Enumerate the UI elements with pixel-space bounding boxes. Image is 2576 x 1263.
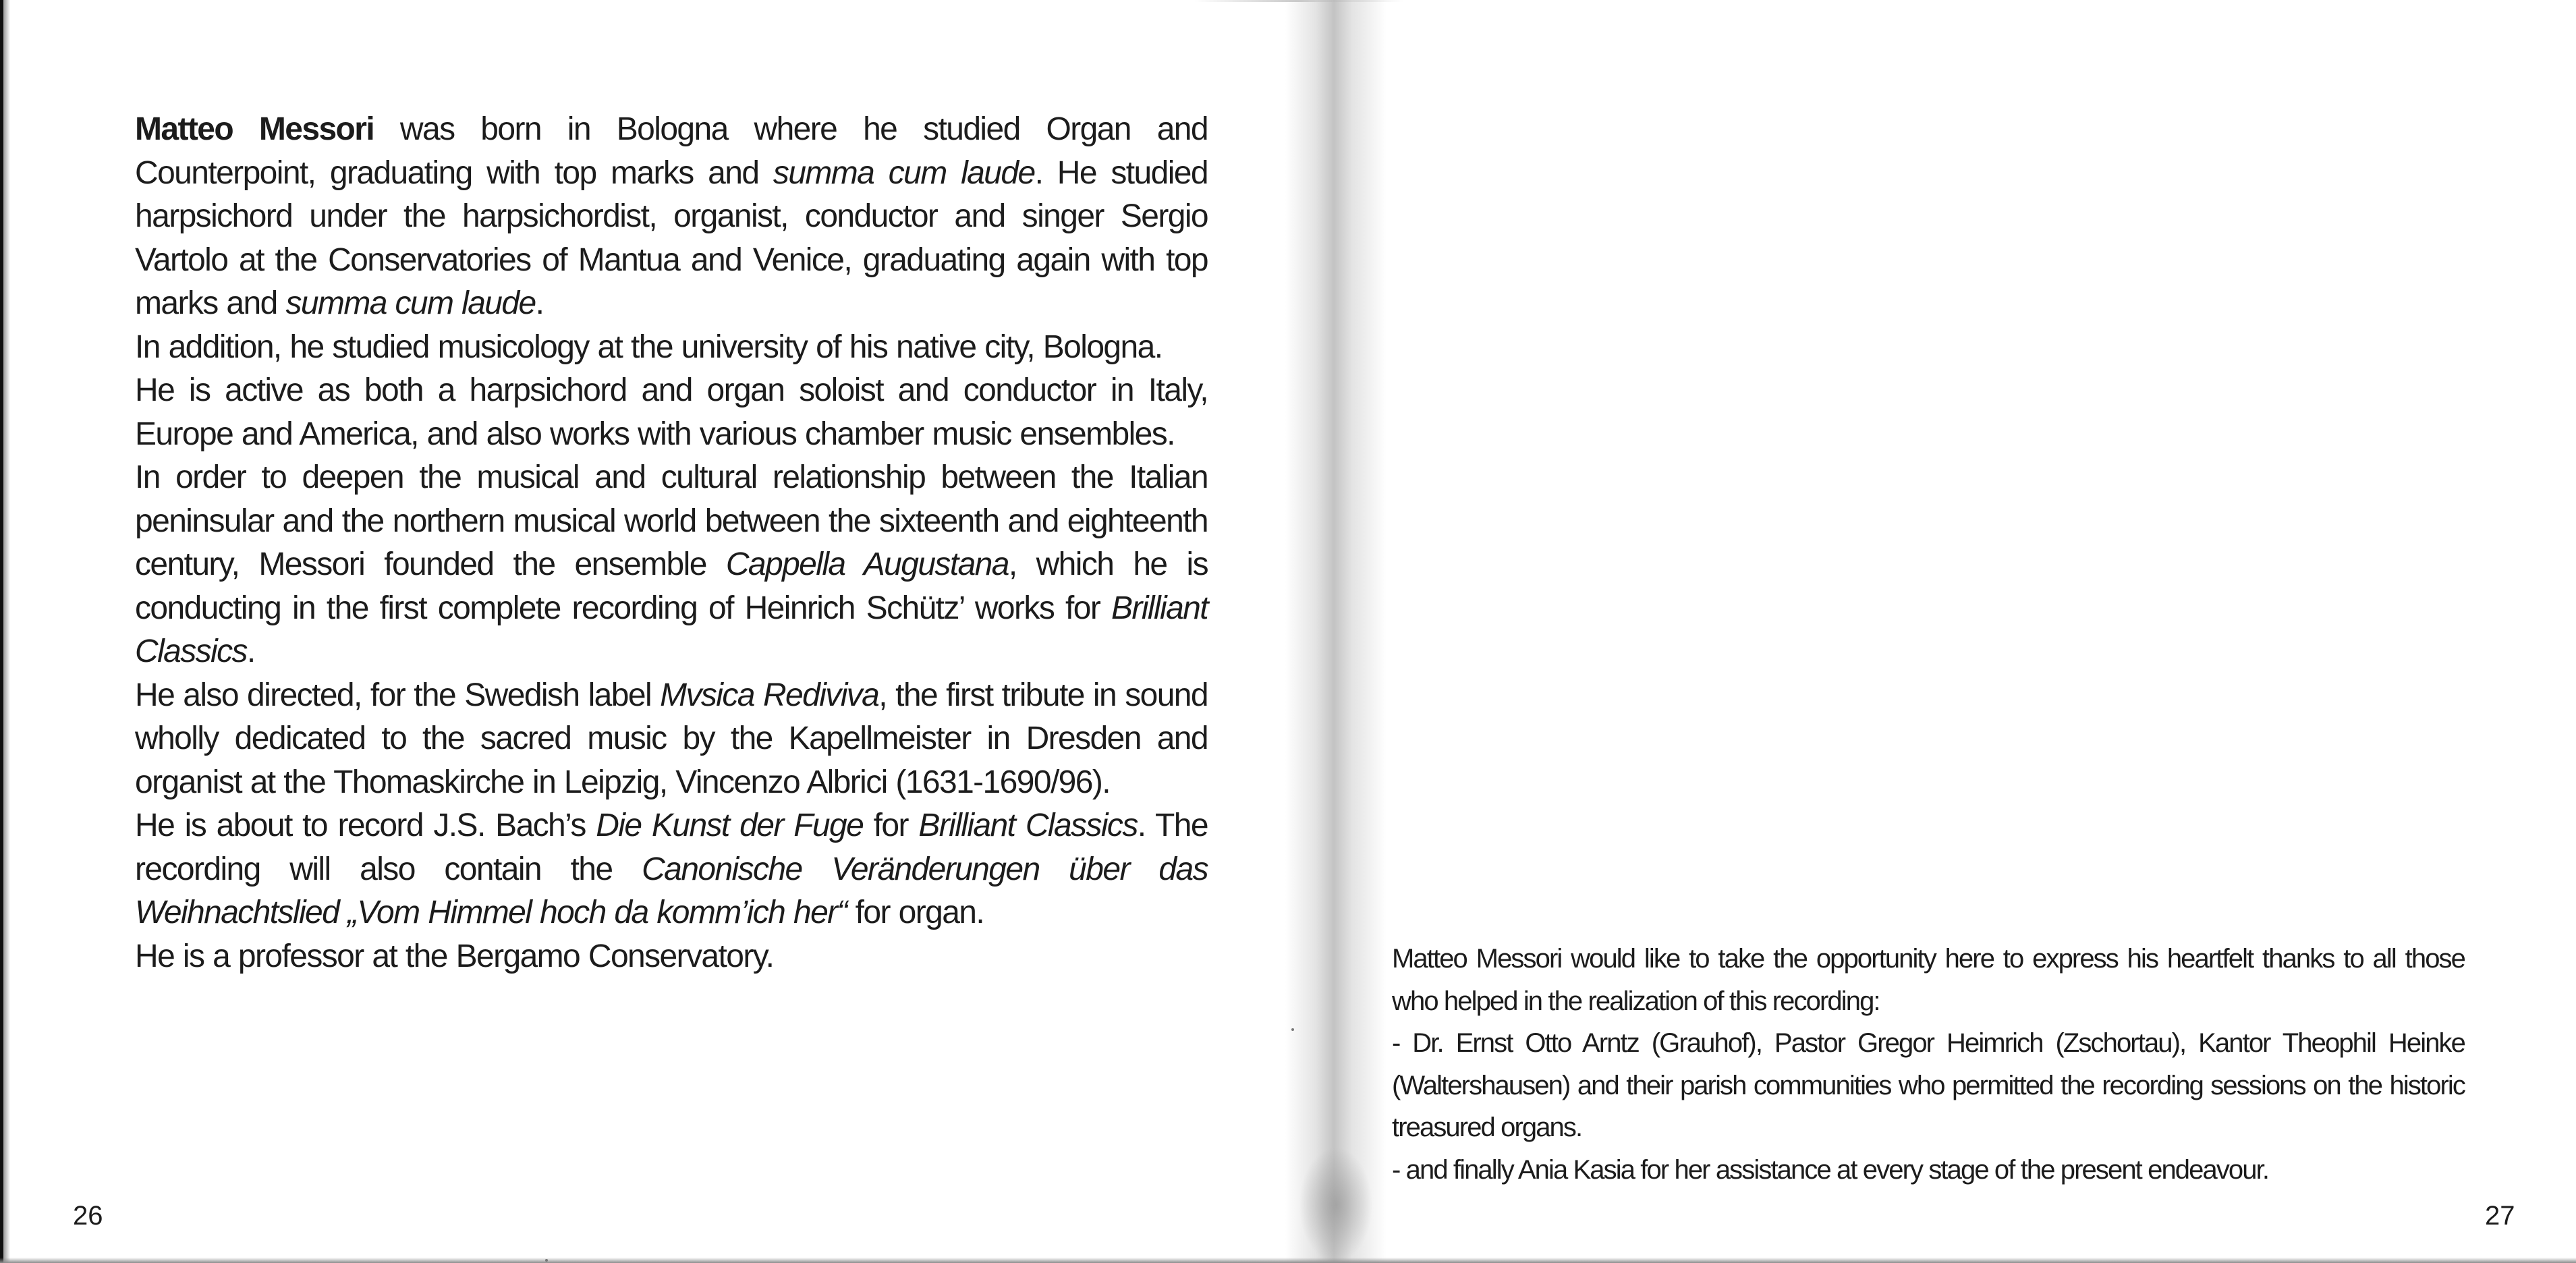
bio-paragraph-2: In addition, he studied musicology at the university of his native city, Bologna. <box>135 329 1163 365</box>
acknowledgements-text <box>1392 938 2465 1191</box>
bio-paragraph-7: He is a professor at the Bergamo Conservatory. <box>135 938 774 974</box>
bio-p6-text-4: for organ. <box>846 895 984 930</box>
bio-p1-text-3: . <box>535 285 544 321</box>
bio-p4-text-3: . <box>246 634 255 669</box>
paper-speck <box>545 1259 548 1262</box>
bio-p1-italic-1: summa cum laude <box>773 155 1035 191</box>
bio-paragraph-6 <box>135 804 1208 935</box>
bio-p4-italic-2: Brilliant Classics <box>135 590 1208 669</box>
page-number-right: 27 <box>2485 1201 2515 1231</box>
bio-p6-text-2: for <box>863 808 919 843</box>
bio-p4-italic-1: Cappella Augustana <box>725 546 1009 582</box>
bio-p5-text-2: , the first tribute in sound wholly dedicated to the sacred music by the Kapellmeister in Dresden and organist at the Thomaskirche in Leipzig, Vincenzo Albrici (1631-1690/96). <box>135 677 1208 800</box>
bio-paragraph-3: He is active as both a harpsichord and organ soloist and conductor in Italy, Europe and America, and also works with various chamber music ensembles. <box>135 372 1208 452</box>
bio-p1-text-1: was born in Bologna where he studied Organ and Counterpoint, graduating with top marks and <box>135 111 1208 191</box>
bio-p6-text-1: He is about to record J.S. Bach’s <box>135 808 596 843</box>
acknowledgements-item-2: - and finally Ania Kasia for her assistance at every stage of the present endeavour. <box>1392 1154 2269 1185</box>
bio-p4-text-2: , which he is conducting in the first complete recording of Heinrich Schütz’ works for <box>135 546 1208 626</box>
bio-p5-italic-1: Mvsica Rediviva <box>660 677 879 713</box>
bio-paragraph-1 <box>135 108 1208 326</box>
page-number-left: 26 <box>73 1201 103 1231</box>
bio-p6-text-3: . The recording will also contain the <box>135 808 1208 887</box>
bio-p6-italic-3: Canonische Veränderungen über das Weihnachtslied „Vom Himmel hoch da komm’ich her“ <box>135 851 1208 930</box>
acknowledgements-intro: Matteo Messori would like to take the opportunity here to express his heartfelt thanks to all those who helped in the realization of this recording: <box>1392 944 2465 1016</box>
biography-text <box>135 108 1208 978</box>
bio-paragraph-4 <box>135 456 1208 674</box>
acknowledgements-item-1: - Dr. Ernst Otto Arntz (Grauhof), Pastor Gregor Heimrich (Zschortau), Kantor Theophil Heinke (Waltershausen) and their parish communities who permitted the recording sessions on the historic treasured organs. <box>1392 1028 2465 1142</box>
bio-paragraph-5 <box>135 674 1208 805</box>
bio-name: Matteo Messori <box>135 111 374 147</box>
bio-p1-italic-2: summa cum laude <box>285 285 536 321</box>
bio-p4-text-1: In order to deepen the musical and cultural relationship between the Italian peninsular and the northern musical world between the sixteenth and eighteenth century, Messori founded the ensemble <box>135 459 1208 582</box>
bio-p6-italic-2: Brilliant Classics <box>918 808 1138 843</box>
bio-p6-italic-1: Die Kunst der Fuge <box>596 808 864 843</box>
bio-p5-text-1: He also directed, for the Swedish label <box>135 677 661 713</box>
bio-p1-text-2: . He studied harpsichord under the harpsichordist, organist, conductor and singer Sergio Vartolo at the Conservatories of Mantua and Venice, graduating again with top marks and <box>135 155 1208 321</box>
paper-speck <box>1291 1028 1294 1031</box>
